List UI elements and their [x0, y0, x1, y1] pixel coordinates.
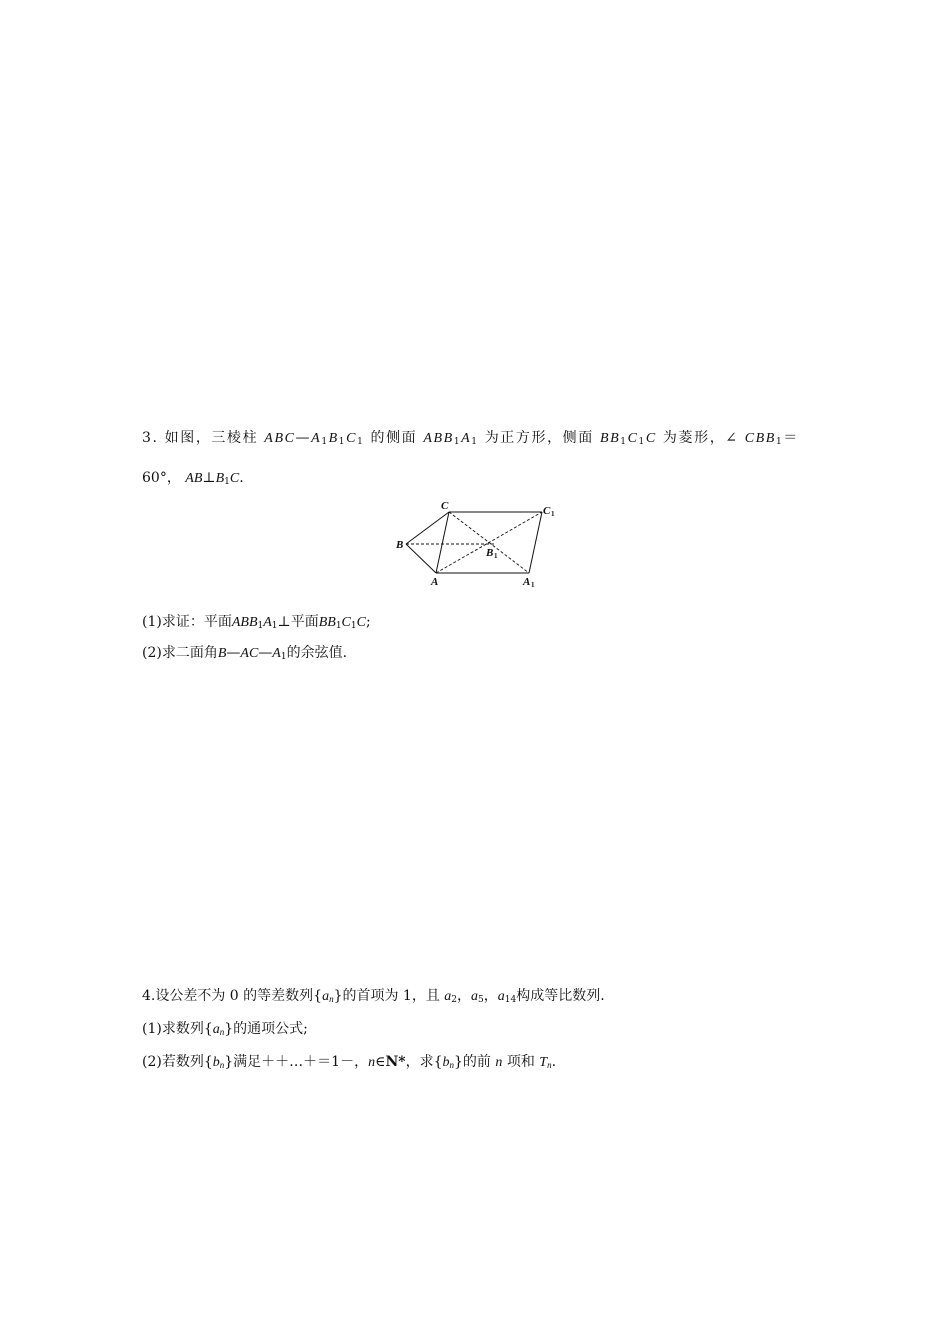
- problem4-question2: (2)若数列$\{b_n\}$满足＋＋…＋＝1－，n∈N*，求$\{b_n\}$的前 n 项和 $T_n$.: [142, 1054, 557, 1070]
- problem-number: 3.: [142, 430, 159, 446]
- problem3-line2: 60°， $AB\perp B_1C$.: [142, 470, 244, 487]
- label-A1: A: [523, 576, 531, 588]
- edge-B-C: [406, 512, 449, 544]
- problem3-line1: 3. 如图，三棱柱 $ABC—A_1B_1C_1$ 的侧面 $ABB_1A_1$ 为正方形，侧面 $BB_1C_1C$ 为菱形，∠ $CBB_1=$: [142, 430, 799, 447]
- svg-text:1: 1: [494, 552, 498, 560]
- label-C1: C: [543, 505, 551, 517]
- problem3-question2: (2)求二面角$B—AC—A_1$的余弦值.: [142, 645, 348, 662]
- edge-C-A: [436, 512, 449, 573]
- edge-C1-A1: [529, 512, 542, 573]
- edge-B-A: [406, 544, 436, 573]
- prism-figure: [394, 498, 564, 590]
- problem3-question1: (1)求证：平面$ABB_1A_1\perp$平面$BB_1C_1C$;: [142, 614, 371, 631]
- label-C: C: [441, 500, 449, 512]
- problem4-question1: (1)求数列$\{a_n\}$的通项公式;: [142, 1021, 308, 1037]
- label-B: B: [396, 539, 404, 551]
- edge-A-C1: [436, 512, 542, 573]
- svg-text:1: 1: [551, 510, 555, 518]
- label-A: A: [431, 576, 439, 588]
- problem4-line1: 4.设公差不为 0 的等差数列$\{a_n\}$的首项为 1，且 $a_2$，$a_5$，$a_{14}$构成等比数列.: [142, 988, 605, 1005]
- label-B1: B: [486, 547, 494, 559]
- svg-text:1: 1: [531, 581, 535, 589]
